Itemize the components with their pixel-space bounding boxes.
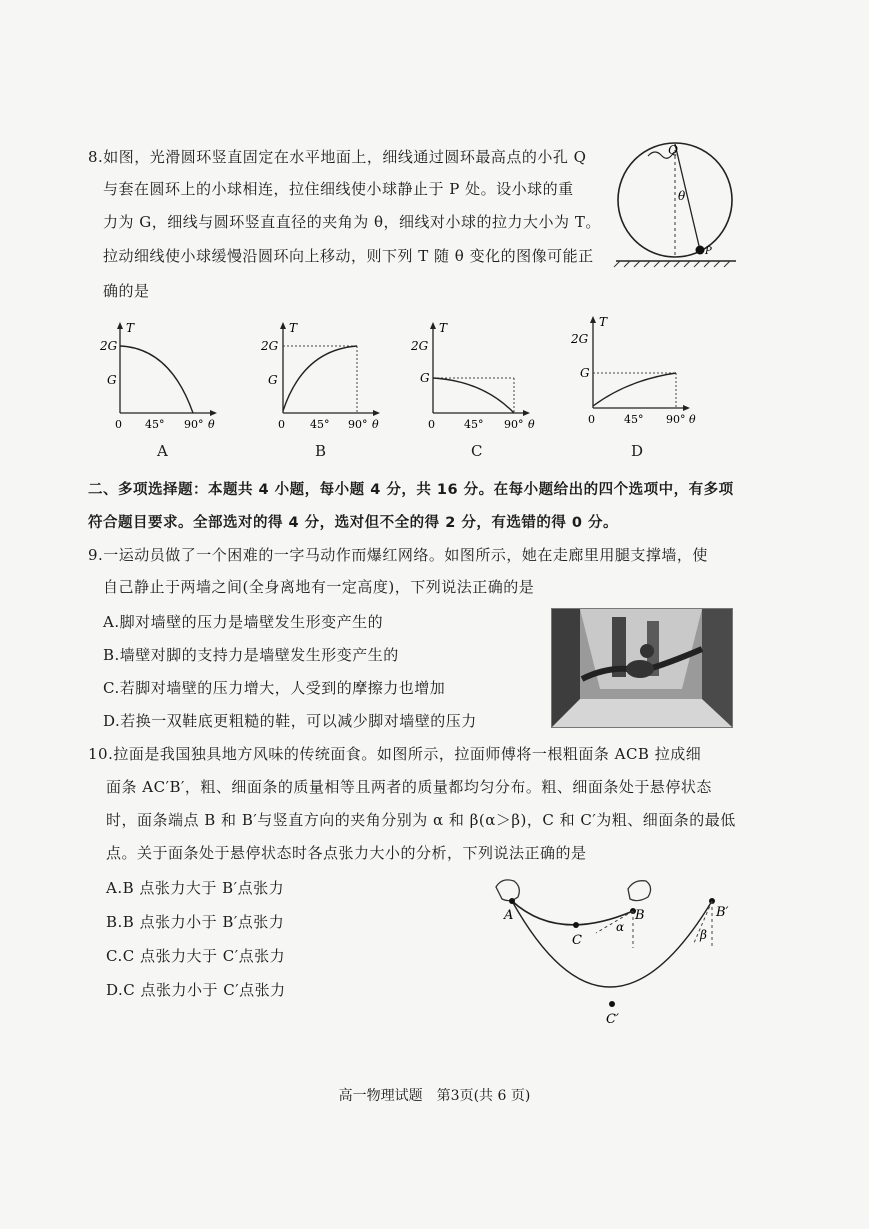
q10-line-1: 10.拉面是我国独具地方风味的传统面食。如图所示，拉面师傅将一根粗面条 ACB 拉成细 <box>88 745 702 763</box>
q10-line-2: 面条 AC′B′，粗、细面条的质量相等且两者的质量都均匀分布。粗、细面条处于悬停状态 <box>106 778 712 796</box>
q10-line-4: 点。关于面条处于悬停状态时各点张力大小的分析，下列说法正确的是 <box>106 844 587 862</box>
svg-text:2G: 2G <box>100 339 118 353</box>
svg-text:θ: θ <box>372 418 379 431</box>
q10-line-3: 时，面条端点 B 和 B′与竖直方向的夹角分别为 α 和 β(α＞β)，C 和 C′为粗、细面条的最低 <box>106 811 736 829</box>
svg-text:T: T <box>599 315 608 329</box>
svg-text:45°: 45° <box>464 418 484 431</box>
svg-text:2G: 2G <box>411 339 429 353</box>
q10-option-d: D.C 点张力小于 C′点张力 <box>106 981 286 999</box>
q8-line-2: 与套在圆环上的小球相连，拉住细线使小球静止于 P 处。设小球的重 <box>103 180 574 198</box>
graph-d <box>568 310 700 430</box>
q9-option-d: D.若换一双鞋底更粗糙的鞋，可以减少脚对墙壁的压力 <box>103 712 477 730</box>
svg-text:0: 0 <box>428 418 435 431</box>
noodle-figure <box>488 873 738 1023</box>
svg-text:2G: 2G <box>261 339 279 353</box>
q9-line-2: 自己静止于两墙之间(全身离地有一定高度)，下列说法正确的是 <box>103 578 535 596</box>
svg-text:T: T <box>289 321 298 335</box>
svg-text:45°: 45° <box>310 418 330 431</box>
svg-text:45°: 45° <box>624 413 644 426</box>
noodle-label-alpha: α <box>616 920 625 934</box>
svg-text:T: T <box>439 321 448 335</box>
svg-text:0: 0 <box>115 418 122 431</box>
q9-option-b: B.墙壁对脚的支持力是墙壁发生形变产生的 <box>103 646 399 664</box>
svg-text:G: G <box>268 373 278 387</box>
q8-line-5: 确的是 <box>103 282 150 300</box>
corridor-photo-drawing <box>552 609 732 727</box>
graph-label-d: D <box>631 442 644 460</box>
noodle-label-a: A <box>504 908 514 923</box>
corridor-photo <box>551 608 733 728</box>
q9-line-1: 9.一运动员做了一个困难的一字马动作而爆红网络。如图所示，她在走廊里用腿支撑墙，使 <box>88 546 708 564</box>
q10-option-b: B.B 点张力小于 B′点张力 <box>106 913 285 931</box>
svg-text:G: G <box>107 373 117 387</box>
section2-line-2: 符合题目要求。全部选对的得 4 分，选对但不全的得 2 分，有选错的得 0 分。 <box>88 515 619 531</box>
svg-text:45°: 45° <box>145 418 165 431</box>
svg-text:0: 0 <box>588 413 595 426</box>
ring-label-p: P <box>705 246 712 257</box>
graph-label-a: A <box>157 442 169 460</box>
svg-text:90°: 90° <box>504 418 524 431</box>
noodle-label-c-prime: C′ <box>606 1012 619 1023</box>
section2-line-1: 二、多项选择题：本题共 4 小题，每小题 4 分，共 16 分。在每小题给出的四个选项中，有多项 <box>88 482 734 498</box>
noodle-label-b: B <box>635 908 645 923</box>
graph-label-b: B <box>315 442 327 460</box>
svg-text:G: G <box>420 371 430 385</box>
ring-label-q: Q <box>668 143 678 157</box>
page-footer: 高一物理试题 第3页(共 6 页) <box>338 1088 531 1104</box>
q8-line-3: 力为 G，细线与圆环竖直直径的夹角为 θ，细线对小球的拉力大小为 T。 <box>103 213 601 231</box>
q9-option-c: C.若脚对墙壁的压力增大，人受到的摩擦力也增加 <box>103 679 446 697</box>
q10-option-a: A.B 点张力大于 B′点张力 <box>106 879 285 897</box>
svg-text:90°: 90° <box>348 418 368 431</box>
ring-label-theta: θ <box>678 189 686 203</box>
q10-option-c: C.C 点张力大于 C′点张力 <box>106 947 286 965</box>
svg-text:G: G <box>580 366 590 380</box>
svg-text:T: T <box>126 321 135 335</box>
svg-text:θ: θ <box>689 413 696 426</box>
noodle-label-c: C <box>572 933 582 948</box>
noodle-label-b-prime: B′ <box>716 905 729 920</box>
svg-text:2G: 2G <box>571 332 589 346</box>
svg-text:90°: 90° <box>184 418 204 431</box>
graph-c <box>408 318 538 433</box>
graph-b <box>258 318 388 433</box>
graph-a <box>95 318 225 433</box>
svg-text:90°: 90° <box>666 413 686 426</box>
q8-ring-figure <box>608 140 738 270</box>
q9-option-a: A.脚对墙壁的压力是墙壁发生形变产生的 <box>103 613 384 631</box>
noodle-label-beta: β <box>700 928 707 942</box>
svg-text:θ: θ <box>528 418 535 431</box>
q8-line-4: 拉动细线使小球缓慢沿圆环向上移动，则下列 T 随 θ 变化的图像可能正 <box>103 247 594 265</box>
svg-text:θ: θ <box>208 418 215 431</box>
q8-line-1: 8.如图，光滑圆环竖直固定在水平地面上，细线通过圆环最高点的小孔 Q <box>88 148 587 166</box>
graph-label-c: C <box>471 442 483 460</box>
svg-text:0: 0 <box>278 418 285 431</box>
